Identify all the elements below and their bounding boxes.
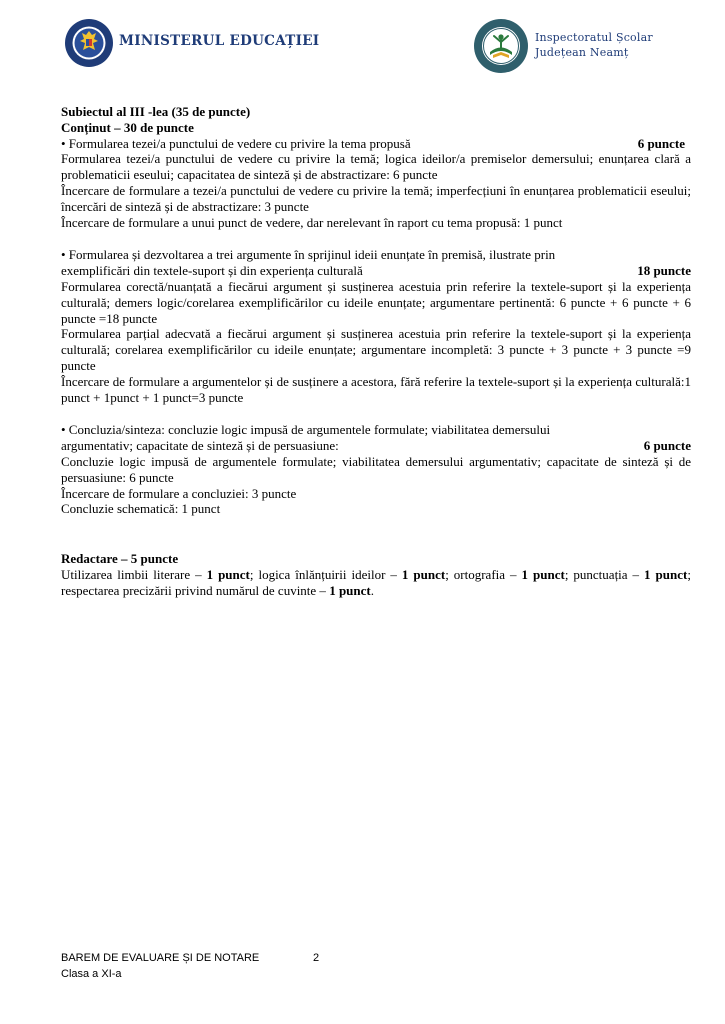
criterion-1-header bbox=[61, 136, 691, 152]
redactare-end: . bbox=[370, 582, 374, 598]
criterion-3-level-3: Concluzie schematică: 1 punct bbox=[61, 501, 221, 517]
footer-title: BAREM DE EVALUARE ȘI DE NOTARE bbox=[61, 952, 260, 964]
redactare-points-2: 1 punct bbox=[401, 566, 446, 582]
redactare-item-2: ; logica înlănțuirii ideilor – bbox=[249, 566, 402, 582]
criterion-3-header bbox=[61, 438, 691, 454]
page-number: 2 bbox=[313, 952, 320, 964]
criterion-1-level-1: Formularea tezei/a punctului de vedere cu privire la temă; logica ideilor/a premiselor demersului; enunțarea clară a problematicii eseului; capacitatea de sinteză și de abstractizare: 6 puncte bbox=[61, 151, 691, 183]
school-inspectorate-logo-icon bbox=[473, 18, 529, 74]
redactare-points-5: 1 punct bbox=[329, 582, 371, 598]
criterion-2-level-1: Formularea corectă/nuanțată a fiecărui argument și susținerea acestuia prin referire la textele-suport și la experiența culturală; demers logic/corelarea exemplificărilor cu ideile enunțate; argumentare pertinentă: 6 puncte + 6 puncte + 6 puncte =18 puncte bbox=[61, 278, 691, 326]
criterion-3-level-2: Încercare de formulare a concluziei: 3 puncte bbox=[61, 485, 297, 501]
government-seal-icon bbox=[64, 18, 114, 68]
subject-title: Subiectul al III -lea (35 de puncte) bbox=[61, 104, 251, 119]
redactare-points-3: 1 punct bbox=[521, 566, 565, 582]
criterion-2-text-b: exemplificări din textele-suport și din experiența culturală bbox=[61, 263, 363, 279]
redactare-title: Redactare – 5 puncte bbox=[61, 551, 179, 567]
redactare-item-5: ; respectarea precizării privind numărul de cuvinte – bbox=[61, 566, 691, 598]
criterion-3-points: 6 puncte bbox=[643, 438, 691, 454]
criterion-3-text-a: • Concluzia/sinteza: concluzie logic impusă de argumentele formulate; viabilitatea demersului bbox=[61, 422, 551, 438]
criterion-3-text-b: argumentativ; capacitate de sinteză și de persuasiune: bbox=[61, 438, 339, 454]
isj-name-line2: Județean Neamț bbox=[535, 46, 629, 59]
page-footer bbox=[61, 950, 320, 982]
school-inspectorate-name bbox=[535, 30, 653, 60]
criterion-1-level-3: Încercare de formulare a unui punct de vedere, dar nerelevant în raport cu tema propusă: 1 punct bbox=[61, 214, 563, 230]
criterion-2-header bbox=[61, 263, 691, 279]
ministry-name: MINISTERUL EDUCAȚIEI bbox=[119, 33, 320, 49]
content-title: Conținut – 30 de puncte bbox=[61, 119, 194, 135]
criterion-1-level-2: Încercare de formulare a tezei/a punctului de vedere cu privire la temă; imperfecțiuni în enunțarea problematicii eseului; încercări de sinteză și de abstractizare: 3 puncte bbox=[61, 182, 691, 214]
redactare-item-4: ; punctuația – bbox=[564, 566, 645, 582]
redactare-text bbox=[61, 567, 691, 599]
redactare-points-4: 1 punct bbox=[644, 566, 688, 582]
grading-content bbox=[61, 104, 691, 599]
criterion-2-points: 18 puncte bbox=[637, 263, 691, 279]
criterion-3-level-1: Concluzie logic impusă de argumentele formulate; viabilitatea demersului argumentativ; capacitate de sinteză și de persuasiune: 6 puncte bbox=[61, 453, 691, 485]
criterion-2-text-a: • Formularea și dezvoltarea a trei argumente în sprijinul ideii enunțate în premisă, ilustrate prin bbox=[61, 247, 556, 263]
footer-class: Clasa a XI-a bbox=[61, 968, 122, 980]
criterion-1-points: 6 puncte bbox=[637, 135, 685, 151]
redactare-item-3: ; ortografia – bbox=[445, 566, 522, 582]
isj-name-line1: Inspectoratul Școlar bbox=[535, 31, 653, 44]
criterion-1-text: • Formularea tezei/a punctului de vedere cu privire la tema propusă bbox=[61, 135, 411, 151]
criterion-2-level-2: Formularea parțial adecvată a fiecărui argument și susținerea acestuia prin referire la textele-suport și la experiența culturală; corelarea exemplificărilor cu ideile enunțate; argumentare incompletă: 3 puncte + 3 puncte + 3 puncte =9 puncte bbox=[61, 326, 691, 373]
criterion-2-level-3: Încercare de formulare a argumentelor și de susținere a acestora, fără referire la textele-suport și la experiența culturală:1 punct + 1punct + 1 punct=3 puncte bbox=[61, 373, 691, 405]
redactare-points-1: 1 punct bbox=[206, 566, 250, 582]
redactare-item-1: Utilizarea limbii literare – bbox=[61, 566, 207, 582]
